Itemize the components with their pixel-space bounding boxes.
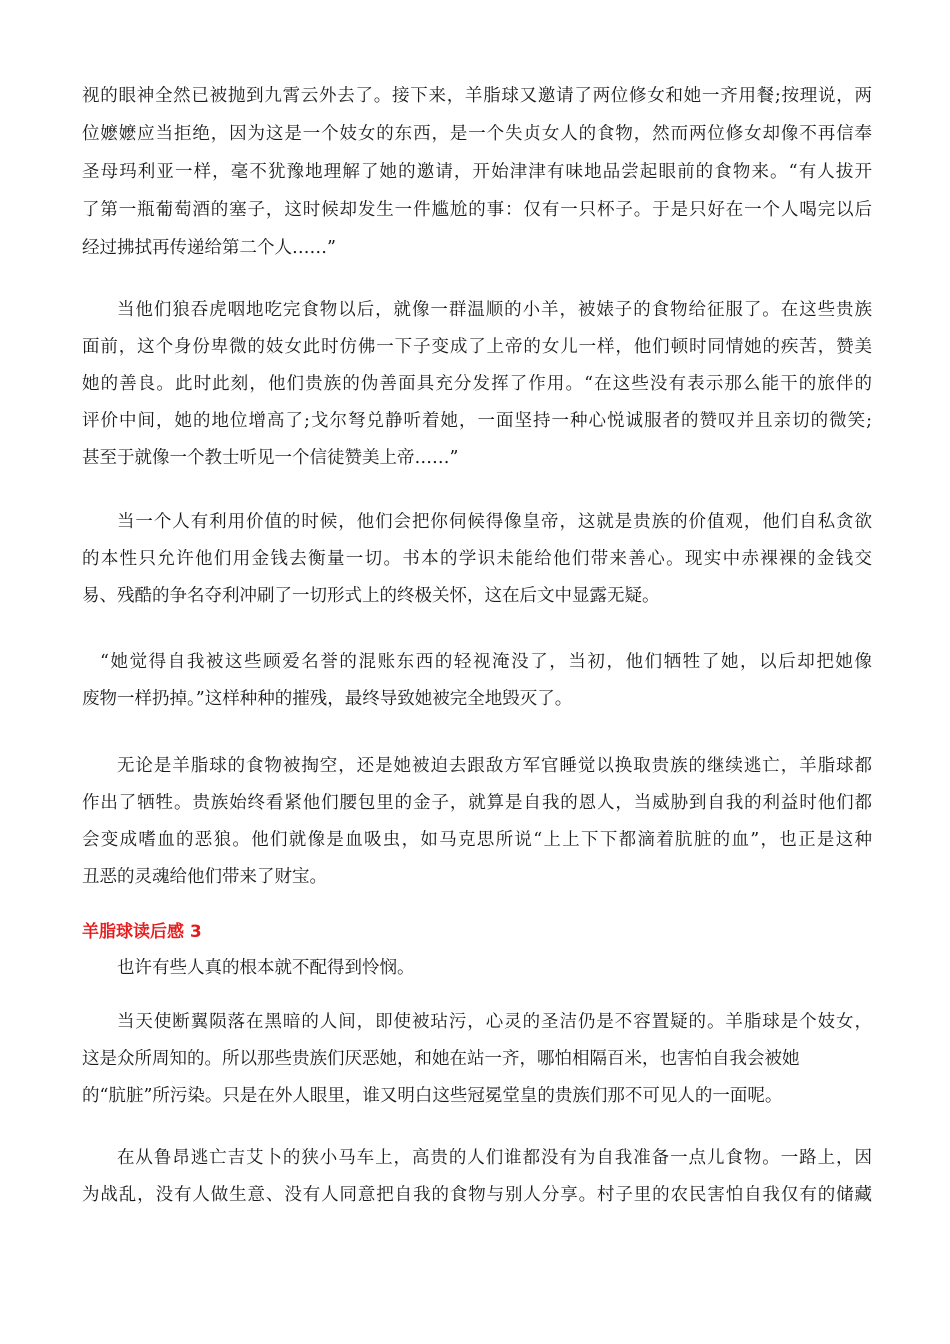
paragraph-line: 经过拂拭再传递给第二个人……” xyxy=(82,238,336,258)
paragraph-line: 圣母玛利亚一样，毫不犹豫地理解了她的邀请，开始津津有味地品尝起眼前的食物来。“有人拔开 xyxy=(82,162,872,182)
paragraph-line: 这是众所周知的。所以那些贵族们厌恶她，和她在站一齐，哪怕相隔百米，也害怕自我会被她 xyxy=(82,1049,800,1069)
paragraph-line: “她觉得自我被这些顾爱名誉的混账东西的轻视淹没了，当初，他们牺牲了她，以后却把她像 xyxy=(100,652,872,672)
paragraph-line: 当天使断翼陨落在黑暗的人间，即使被玷污，心灵的圣洁仍是不容置疑的。羊脂球是个妓女， xyxy=(117,1012,872,1032)
paragraph-line: 的本性只允许他们用金钱去衡量一切。书本的学识未能给他们带来善心。现实中赤裸裸的金钱交 xyxy=(82,549,872,569)
paragraph-line: 丑恶的灵魂给他们带来了财宝。 xyxy=(82,867,327,887)
paragraph-line: 了第一瓶葡萄酒的塞子，这时候却发生一件尴尬的事：仅有一只杯子。于是只好在一个人喝完以后 xyxy=(82,200,872,220)
paragraph-line: 当一个人有利用价值的时候，他们会把你伺候得像皇帝，这就是贵族的价值观，他们自私贪欲 xyxy=(117,512,872,532)
paragraph-line: 无论是羊脂球的食物被掏空，还是她被迫去跟敌方军官睡觉以换取贵族的继续逃亡，羊脂球都 xyxy=(117,756,872,776)
paragraph-line: 面前，这个身份卑微的妓女此时仿佛一下子变成了上帝的女儿一样，他们顿时同情她的疾苦，赞美 xyxy=(82,337,872,357)
paragraph-line: 视的眼神全然已被抛到九霄云外去了。接下来，羊脂球又邀请了两位修女和她一齐用餐;按理说，两 xyxy=(82,86,872,106)
paragraph-line: 废物一样扔掉。”这样种种的摧残，最终导致她被完全地毁灭了。 xyxy=(82,689,573,709)
paragraph-line: 当他们狼吞虎咽地吃完食物以后，就像一群温顺的小羊，被婊子的食物给征服了。在这些贵族 xyxy=(117,300,872,320)
paragraph-line: 作出了牺牲。贵族始终看紧他们腰包里的金子，就算是自我的恩人，当威胁到自我的利益时他们都 xyxy=(82,793,872,813)
paragraph-line: 位嬷嬷应当拒绝，因为这是一个妓女的东西，是一个失贞女人的食物，然而两位修女却像不再信奉 xyxy=(82,124,872,144)
paragraph-line: 评价中间，她的地位增高了;戈尔弩兑静听着她，一面坚持一种心悦诚服者的赞叹并且亲切的微笑; xyxy=(82,411,872,431)
paragraph-line: 的“肮脏”所污染。只是在外人眼里，谁又明白这些冠冕堂皇的贵族们那不可见人的一面呢。 xyxy=(82,1086,783,1106)
paragraph-line: 会变成嗜血的恶狼。他们就像是血吸虫，如马克思所说“上上下下都滴着肮脏的血”，也正是这种 xyxy=(82,830,872,850)
paragraph-line: 她的善良。此时此刻，他们贵族的伪善面具充分发挥了作用。“在这些没有表示那么能干的旅伴的 xyxy=(82,374,872,394)
section-heading: 羊脂球读后感 3 xyxy=(82,922,202,942)
paragraph-line: 甚至于就像一个教士听见一个信徒赞美上帝……” xyxy=(82,448,459,468)
paragraph-line: 在从鲁昂逃亡吉艾卜的狭小马车上，高贵的人们谁都没有为自我准备一点儿食物。一路上，因 xyxy=(117,1148,872,1168)
paragraph-line: 也许有些人真的根本就不配得到怜悯。 xyxy=(117,958,415,978)
paragraph-line: 易、残酷的争名夺利冲刷了一切形式上的终极关怀，这在后文中显露无疑。 xyxy=(82,586,660,606)
paragraph-line: 为战乱，没有人做生意、没有人同意把自我的食物与别人分享。村子里的农民害怕自我仅有的储藏 xyxy=(82,1185,872,1205)
